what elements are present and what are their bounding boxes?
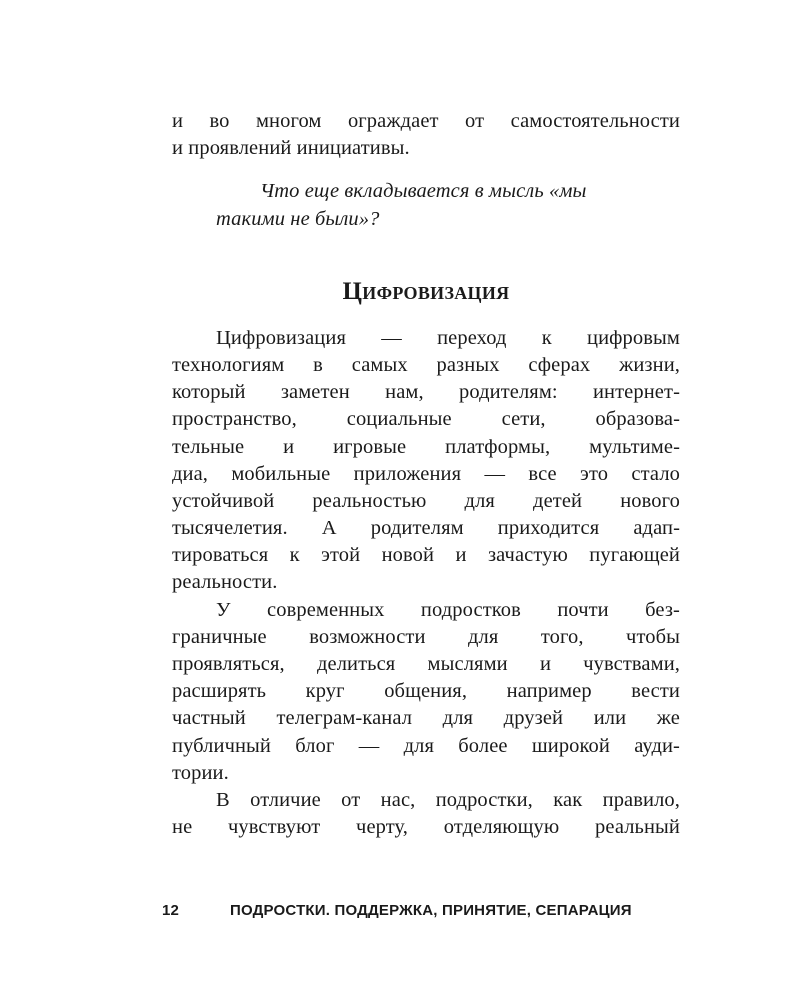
question-line: такими не были»? [216,207,380,230]
paragraph-2 [172,597,680,787]
continued-paragraph [172,108,680,162]
page-number: 12 [162,902,180,919]
text-line: и проявлений инициативы. [172,137,410,160]
text-line: диа, мобильные приложения — все это стало [172,462,680,485]
text-line: тории. [172,761,229,784]
text-line: не чувствуют черту, отделяющую реальный [172,816,680,839]
text-line: В отличие от нас, подростки, как правило, [216,788,680,811]
text-line: реальности. [172,571,278,594]
text-line: тироваться к этой новой и зачастую пугающей [172,544,680,567]
section-heading: Цифровизация [342,277,510,305]
running-title: ПОДРОСТКИ. ПОДДЕРЖКА, ПРИНЯТИЕ, СЕПАРАЦИЯ [230,902,632,919]
text-line: тельные и игровые платформы, мультиме- [172,435,680,458]
text-line: частный телеграм-канал для друзей или же [172,707,680,730]
text-line: тысячелетия. А родителям приходится адап- [172,517,680,540]
text-line: технологиям в самых разных сферах жизни, [172,353,680,376]
text-line: проявляться, делиться мыслями и чувствами, [172,653,680,675]
page-footer [162,902,682,919]
question-line: Что еще вкладывается в мысль «мы [260,180,587,203]
text-line: У современных подростков почти без- [216,598,680,621]
reflection-question [216,178,680,232]
text-line: пространство, социальные сети, образова- [172,408,680,431]
text-line: публичный блог — для более широкой ауди- [172,734,680,757]
paragraph-1 [172,325,680,597]
text-line: расширять круг общения, например вести [172,680,680,703]
text-line: устойчивой реальностью для детей нового [172,489,680,512]
text-line: Цифровизация — переход к цифровым [216,326,680,349]
page-body [172,108,680,841]
paragraph-3 [172,787,680,841]
text-line: граничные возможности для того, чтобы [172,625,680,648]
text-line: который заметен нам, родителям: интернет- [172,381,680,404]
text-line: и во многом ограждает от самостоятельности [172,110,680,132]
